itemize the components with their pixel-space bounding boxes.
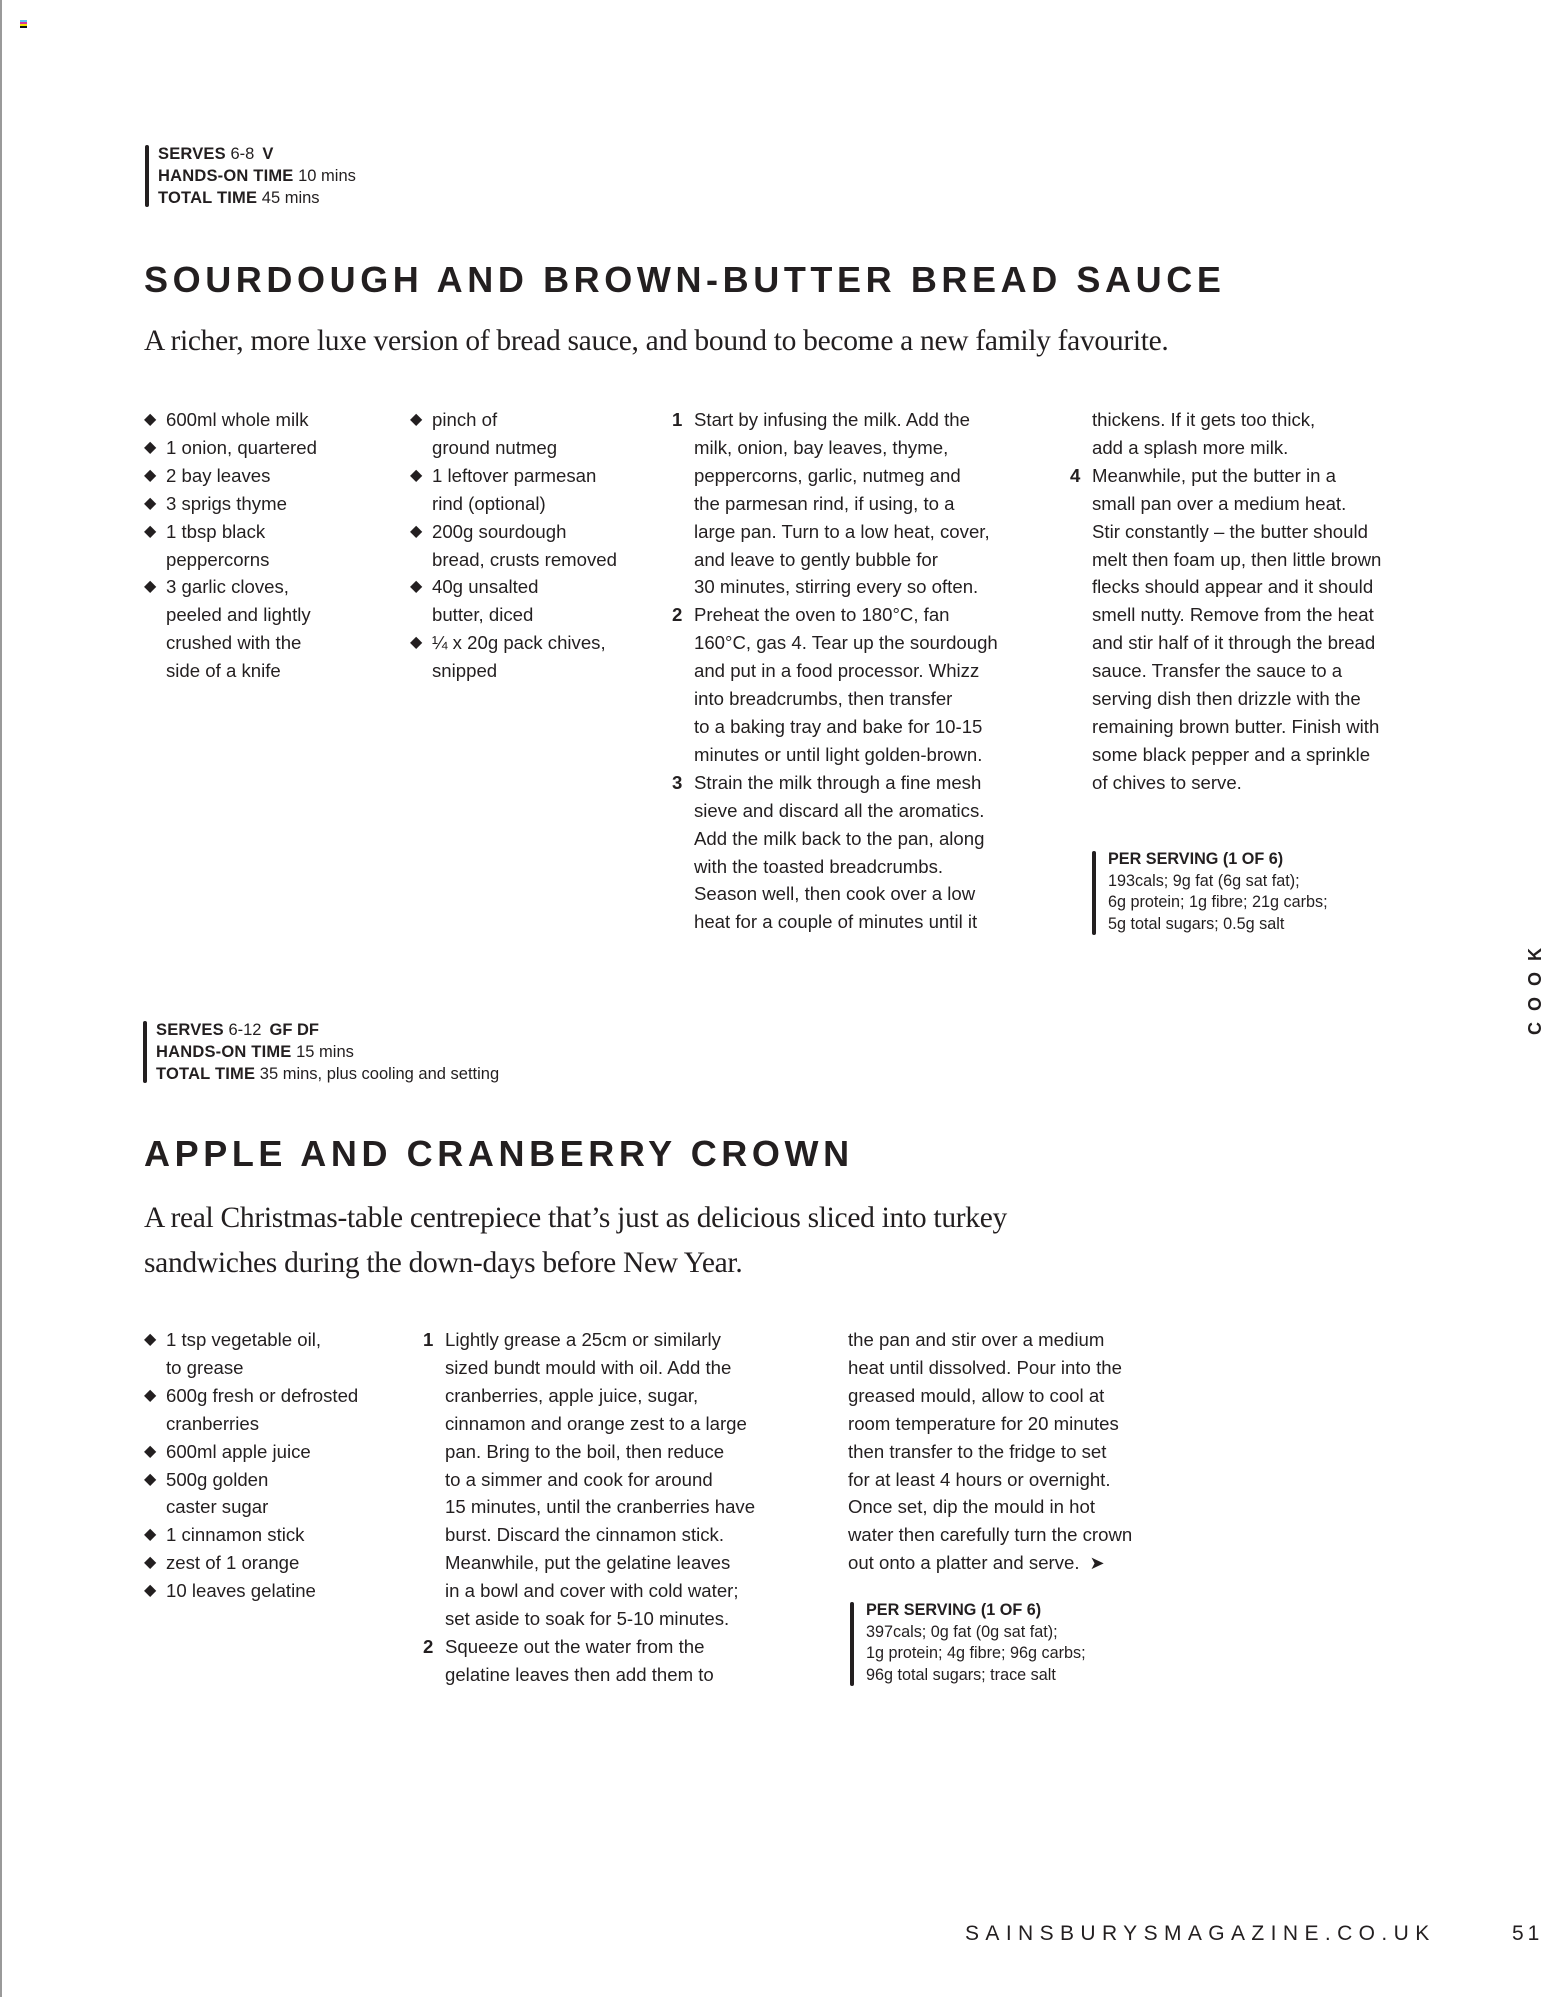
ingredient-item: ◆ pinch of ground nutmeg	[410, 406, 617, 462]
diet-tag: GF DF	[269, 1021, 319, 1039]
method-column-1	[672, 406, 998, 936]
diamond-bullet-icon: ◆	[144, 1582, 157, 1600]
method-step: 1 Lightly grease a 25cm or similarly sized bundt mould with oil. Add the cranberries, apple juice, sugar, cinnamon and orange zest to a large pan. Bring to the boil, then reduce to a simmer and cook for around 15 minutes, until the cranberries have burst. Discard the cinnamon stick. Meanwhile, put the gelatine leaves in a bowl and cover with cold water; set aside to soak for 5-10 minutes.	[423, 1326, 755, 1633]
nutrition-box: PER SERVING (1 OF 6) 193cals; 9g fat (6g sat fat); 6g protein; 1g fibre; 21g carbs; 5g total sugars; 0.5g salt	[1092, 849, 1328, 935]
ingredient-item: ◆ 40g unsalted butter, diced	[410, 573, 617, 629]
ingredient-item: ◆ 3 garlic cloves, peeled and lightly crushed with the side of a knife	[144, 573, 317, 685]
step-number: 1	[672, 409, 683, 430]
serves-row: SERVES 6-8 V	[158, 145, 274, 163]
total-time-row: TOTAL TIME 45 mins	[158, 189, 320, 207]
diamond-bullet-icon: ◆	[144, 438, 157, 456]
diamond-bullet-icon: ◆	[410, 466, 423, 484]
diamond-bullet-icon: ◆	[144, 1470, 157, 1488]
ingredient-item: ◆ zest of 1 orange	[144, 1549, 358, 1577]
section-label-cook: COOK	[1525, 937, 1545, 1035]
diamond-bullet-icon: ◆	[410, 578, 423, 596]
recipe-title: APPLE AND CRANBERRY CROWN	[144, 1133, 854, 1174]
diamond-bullet-icon: ◆	[144, 1386, 157, 1404]
ingredient-item: ◆ 200g sourdough bread, crusts removed	[410, 518, 617, 574]
ingredient-item: ◆ 1 cinnamon stick	[144, 1521, 358, 1549]
method-column-2	[848, 1326, 1132, 1578]
method-column-2	[1070, 406, 1381, 797]
total-time-row: TOTAL TIME 35 mins, plus cooling and setting	[156, 1065, 500, 1083]
method-step: 2 Preheat the oven to 180°C, fan 160°C, gas 4. Tear up the sourdough and put in a food processor. Whizz into breadcrumbs, then transfer to a baking tray and bake for 10-15 minutes or until light golden-brown.	[672, 601, 998, 768]
step-number: 1	[423, 1329, 434, 1350]
diet-tag: V	[262, 145, 274, 163]
diamond-bullet-icon: ◆	[144, 522, 157, 540]
ingredients-column-2	[410, 406, 617, 685]
ingredient-item: ◆ 3 sprigs thyme	[144, 490, 317, 518]
ingredients-column	[144, 1326, 358, 1605]
ingredient-item: ◆ 500g golden caster sugar	[144, 1466, 358, 1522]
diamond-bullet-icon: ◆	[410, 522, 423, 540]
diamond-bullet-icon: ◆	[144, 1442, 157, 1460]
nutrition-bar	[850, 1602, 854, 1686]
footer-website: SAINSBURYSMAGAZINE.CO.UK	[965, 1922, 1436, 1945]
diamond-bullet-icon: ◆	[410, 411, 423, 428]
nutrition-heading: PER SERVING (1 OF 6)	[866, 1601, 1042, 1619]
nutrition-heading: PER SERVING (1 OF 6)	[1108, 850, 1284, 868]
page-number: 51	[1512, 1922, 1544, 1945]
diamond-bullet-icon: ◆	[144, 494, 157, 512]
diamond-bullet-icon: ◆	[144, 578, 157, 596]
diamond-bullet-icon: ◆	[144, 411, 157, 428]
method-column-1	[423, 1326, 755, 1689]
step-number: 3	[672, 771, 683, 793]
ingredient-item: ◆ ¼ x 20g pack chives, snipped	[410, 629, 617, 685]
continue-arrow-icon: ➤	[1089, 1553, 1105, 1574]
ingredient-item: ◆ 2 bay leaves	[144, 462, 317, 490]
ingredient-item: ◆ 600ml whole milk	[144, 406, 317, 434]
serves-row: SERVES 6-12 GF DF	[156, 1021, 319, 1039]
method-step: 3 Strain the milk through a fine mesh sieve and discard all the aromatics. Add the milk back to the pan, along with the toasted breadcrumbs. Season well, then cook over a low heat for a couple of minutes until it	[672, 769, 998, 936]
recipe-title: SOURDOUGH AND BROWN-BUTTER BREAD SAUCE	[144, 259, 1226, 300]
ingredient-item: ◆ 1 leftover parmesan rind (optional)	[410, 462, 617, 518]
ingredient-item: ◆ 1 tbsp black peppercorns	[144, 518, 317, 574]
method-step: 4 Meanwhile, put the butter in a small pan over a medium heat. Stir constantly – the butter should melt then foam up, then little brown flecks should appear and it should smell nutty. Remove from the heat and stir half of it through the bread sauce. Transfer the sauce to a serving dish then drizzle with the remaining brown butter. Finish with some black pepper and a sprinkle of chives to serve.	[1070, 462, 1381, 797]
diamond-bullet-icon: ◆	[144, 1331, 157, 1348]
swatch-black	[20, 26, 27, 28]
nutrition-bar	[1092, 851, 1096, 935]
method-step: 2 Squeeze out the water from the gelatine leaves then add them to	[423, 1633, 755, 1689]
method-step: 1 Start by infusing the milk. Add the milk, onion, bay leaves, thyme, peppercorns, garlic, nutmeg and the parmesan rind, if using, to a large pan. Turn to a low heat, cover, and leave to gently bubble for 30 minutes, stirring every so often.	[672, 406, 998, 601]
step-number: 4	[1070, 464, 1081, 486]
diamond-bullet-icon: ◆	[144, 1526, 157, 1544]
hands-on-row: HANDS-ON TIME 10 mins	[158, 167, 356, 185]
step-number: 2	[423, 1635, 434, 1657]
meta-bar	[143, 1021, 147, 1083]
nutrition-box: PER SERVING (1 OF 6) 397cals; 0g fat (0g sat fat); 1g protein; 4g fibre; 96g carbs; 96g total sugars; trace salt	[850, 1600, 1086, 1686]
recipe-meta	[145, 143, 356, 209]
recipe-standfirst: A richer, more luxe version of bread sauce, and bound to become a new family favourite.	[144, 325, 1169, 357]
step-number: 2	[672, 604, 683, 626]
ingredient-item: ◆ 1 onion, quartered	[144, 434, 317, 462]
hands-on-row: HANDS-ON TIME 15 mins	[156, 1043, 354, 1061]
colour-registration-swatch	[20, 20, 27, 28]
diamond-bullet-icon: ◆	[144, 466, 157, 484]
diamond-bullet-icon: ◆	[144, 1554, 157, 1572]
recipe-meta	[143, 1019, 499, 1085]
page-edge	[0, 0, 2, 1997]
method-continuation: thickens. If it gets too thick, add a splash more milk.	[1092, 409, 1316, 458]
ingredients-column-1	[144, 406, 317, 685]
ingredient-item: ◆ 10 leaves gelatine	[144, 1577, 358, 1605]
ingredient-item: ◆ 600ml apple juice	[144, 1438, 358, 1466]
recipe-standfirst: A real Christmas-table centrepiece that’s just as delicious sliced into turkey sandwiches during the down-days before New Year.	[144, 1202, 1007, 1279]
meta-bar	[145, 145, 149, 207]
diamond-bullet-icon: ◆	[410, 634, 423, 652]
ingredient-item: ◆ 1 tsp vegetable oil, to grease	[144, 1326, 358, 1382]
ingredient-item: ◆ 600g fresh or defrosted cranberries	[144, 1382, 358, 1438]
method-continuation: the pan and stir over a medium heat until dissolved. Pour into the greased mould, allow to cool at room temperature for 20 minutes then transfer to the fridge to set for at least 4 hours or overnight. Once set, dip the mould in hot water then carefully turn the crown out onto a platter and serve. ➤	[848, 1326, 1132, 1578]
